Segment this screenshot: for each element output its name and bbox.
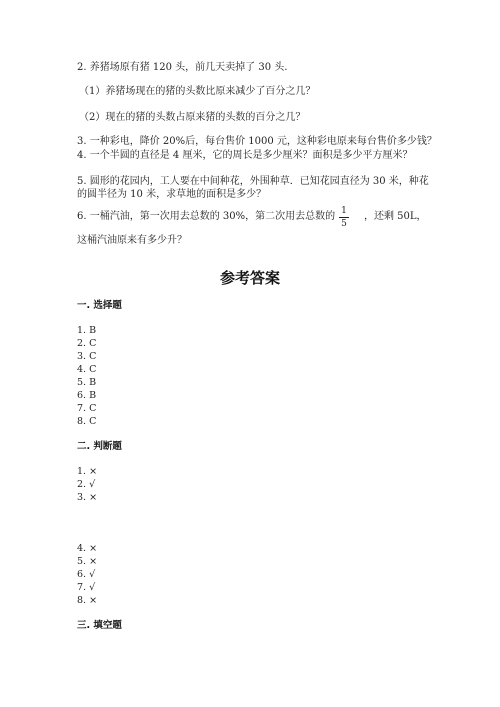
answer-judge-1: 1. × [77, 466, 98, 477]
question-5-line-2: 的圆半径为 10 米，求草地的面积是多少？ [77, 189, 267, 200]
question-5-line-1: 5. 圆形的花园内，工人要在中间种花，外围种草．已知花园直径为 30 米，种花 [77, 176, 429, 187]
answer-choice-5: 5. B [77, 377, 97, 388]
answer-judge-4: 4. × [77, 543, 98, 554]
question-4: 4. 一个半圆的直径是 4 厘米，它的周长是多少厘米？面积是多少平方厘米？ [77, 150, 413, 161]
question-6-line-2: 这桶汽油原来有多少升？ [77, 235, 187, 246]
answer-judge-7: 7. √ [77, 582, 96, 593]
question-6-part-1: 6. 一桶汽油，第一次用去总数的 30%，第二次用去总数的 [77, 211, 336, 222]
answer-choice-4: 4. C [77, 364, 97, 375]
section-heading-judge: 二. 判断题 [77, 441, 122, 452]
question-6-fraction [338, 206, 350, 229]
question-2-part-2: （2）现在的猪的头数占原来猪的头数的百分之几？ [79, 112, 306, 123]
fraction-bar [339, 217, 349, 218]
answer-choice-2: 2. C [77, 338, 97, 349]
question-2: 2. 养猪场原有猪 120 头，前几天卖掉了 30 头. [77, 62, 288, 73]
question-6-part-2: ，还剩 50L， [364, 211, 427, 222]
answer-choice-3: 3. C [77, 351, 97, 362]
answer-choice-6: 6. B [77, 390, 97, 401]
section-heading-choice: 一. 选择题 [77, 300, 122, 311]
answer-choice-1: 1. B [77, 325, 97, 336]
answer-judge-8: 8. × [77, 595, 98, 606]
section-heading-fill: 三. 填空题 [77, 620, 122, 631]
fraction-denominator: 5 [341, 219, 347, 229]
answer-judge-5: 5. × [77, 556, 98, 567]
answer-choice-7: 7. C [77, 403, 97, 414]
answer-key-title: 参考答案 [219, 269, 280, 287]
answer-choice-8: 8. C [77, 416, 97, 427]
question-3: 3. 一种彩电，降价 20%后，每台售价 1000 元，这种彩电原来每台售价多少钱？ [77, 136, 437, 147]
answer-judge-3: 3. × [77, 492, 98, 503]
answer-judge-2: 2. √ [77, 479, 96, 490]
answer-judge-6: 6. √ [77, 569, 96, 580]
question-2-part-1: （1）养猪场现在的猪的头数比原来减少了百分之几？ [79, 86, 316, 97]
fraction-numerator: 1 [341, 206, 347, 216]
